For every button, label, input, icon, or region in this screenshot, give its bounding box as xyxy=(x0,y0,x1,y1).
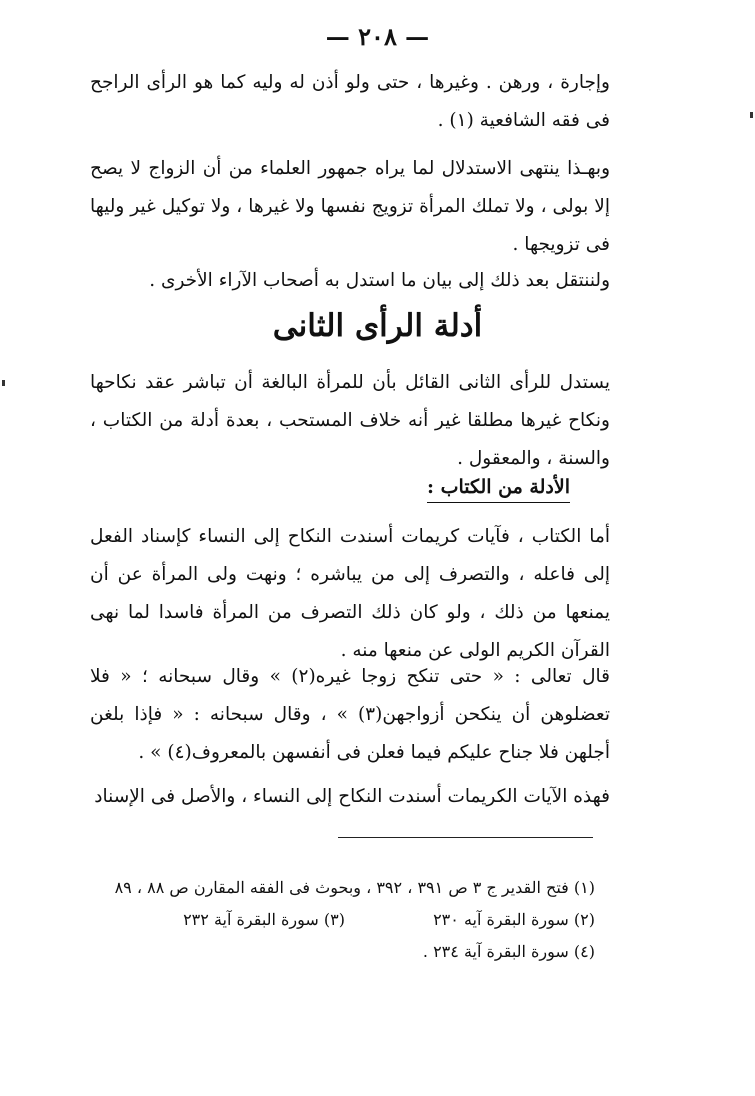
footnote-4: (٤) سورة البقرة آية ٢٣٤ . xyxy=(422,942,595,961)
paragraph-2: وبهـذا ينتهى الاستدلال لما يراه جمهور العلماء من أن الزواج لا يصح إلا بولى ، ولا تملك المرأة تزويج نفسها ولا غيرها ، ولا توكيل غير وليها فى تزويجها . xyxy=(90,158,610,255)
paragraph-5: أما الكتاب ، فآيات كريمات أسندت النكاح إلى النساء كإسناد الفعل إلى فاعله ، والتصرف إلى من يباشره ؛ ونهت ولى المرأة عن أن يمنعها من ذلك ، ولو كان ذلك التصرف من المرأة فاسدا لما نهى القرآن الكريم الولى عن منعها منه . xyxy=(90,526,610,661)
footnote-1: (١) فتح القدير ج ٣ ص ٣٩١ ، ٣٩٢ ، وبحوث فى الفقه المقارن ص ٨٨ ، ٨٩ xyxy=(114,878,595,897)
section-heading: أدلة الرأى الثانى xyxy=(272,308,483,344)
paragraph-4: يستدل للرأى الثانى القائل بأن للمرأة البالغة أن تباشر عقد نكاحها ونكاح غيرها مطلقا غير أنه خلاف المستحب ، بعدة أدلة من الكتاب ، والسنة ، والمعقول . xyxy=(90,372,610,469)
footnote-2: (٢) سورة البقرة آيه ٢٣٠ xyxy=(433,910,595,929)
subsection-heading: الأدلة من الكتاب : xyxy=(427,476,570,503)
scan-edge-mark xyxy=(2,380,5,386)
paragraph-6: قال تعالى : « حتى تنكح زوجا غيره(٢) » وقال سبحانه ؛ « فلا تعضلوهن أن ينكحن أزواجهن(٣) » ، وقال سبحانه : « فإذا بلغن أجلهن فلا جناح عليكم فيما فعلن فى أنفسهن بالمعروف(٤) » . xyxy=(90,666,611,763)
footnotes xyxy=(95,872,595,968)
footnote-divider xyxy=(338,837,593,838)
footnote-3: (٣) سورة البقرة آية ٢٣٢ xyxy=(183,910,345,929)
page-number: — ٢٠٨ — xyxy=(325,22,430,51)
paragraph-1: وإجارة ، ورهن . وغيرها ، حتى ولو أذن له وليه كما هو الرأى الراجح فى فقه الشافعية (١) . xyxy=(90,72,610,131)
footnote-row xyxy=(95,904,595,936)
paragraph-7: فهذه الآيات الكريمات أسندت النكاح إلى النساء ، والأصل فى الإسناد xyxy=(94,786,610,807)
paragraph-3: ولننتقل بعد ذلك إلى بيان ما استدل به أصحاب الآراء الأخرى . xyxy=(149,270,610,291)
scan-edge-mark xyxy=(750,112,753,118)
